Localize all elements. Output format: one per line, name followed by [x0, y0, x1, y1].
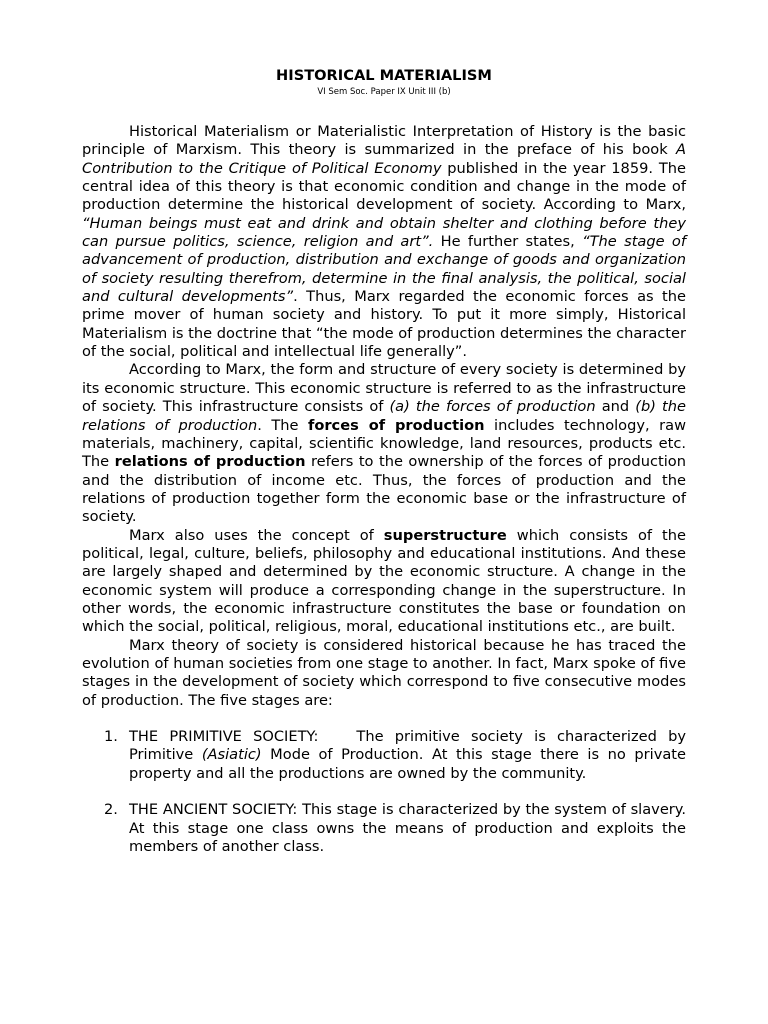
document-subtitle: VI Sem Soc. Paper IX Unit III (b) — [317, 87, 451, 97]
stages-list — [82, 728, 686, 856]
text-run: . Thus, Marx regarded the economic forces as the prime mover of human society and history. To put it more simply, Historical Materialism is the doctrine that “the mode of production determines the character of the social, political and intellectual life generally”. — [82, 288, 687, 361]
italic-term: (Asiatic) — [201, 746, 262, 764]
text-run: includes technology, raw materials, machinery, capital, scientific knowledge, land resources, products etc. The — [82, 416, 686, 471]
italic-term: (a) the forces of production — [389, 398, 596, 416]
list-item — [82, 728, 686, 783]
text-run: Marx also uses the concept of — [129, 526, 384, 544]
quote-marx-1: “Human beings must eat and drink and obtain shelter and clothing before they can pursue politics, science, religion and art”. — [82, 214, 686, 251]
text-run: Historical Materialism or Materialistic Interpretation of History is the basic principle of Marxism. This theory is summarized in the preface of his book — [82, 123, 686, 159]
text-run: published in the year 1859. The central idea of this theory is that economic condition and change in the mode of production determine the historical development of society. According to Marx, — [82, 159, 686, 214]
text-run: which consists of the political, legal, culture, beliefs, philosophy and educational institutions. And these are largely shaped and determined by the economic structure. A change in the economic system will produce a corresponding change in the superstructure. In other words, the economic infrastructure constitutes the base or foundation on which the social, political, religious, moral, educational institutions etc., are built. — [82, 526, 686, 636]
paragraph-intro — [82, 123, 686, 361]
text-run: This stage is characterized by the system of slavery. At this stage one class owns the means of production and exploits the members of another class. — [129, 801, 686, 856]
bold-term: relations of production — [114, 453, 306, 471]
text-run: and — [595, 398, 636, 416]
list-heading: THE PRIMITIVE SOCIETY: — [129, 728, 319, 745]
text-run: Mode of Production. At this stage there is no private property and all the productions are owned by the community. — [129, 746, 686, 782]
bold-term: superstructure — [383, 526, 507, 544]
text-run: The primitive society is characterized by Primitive — [129, 728, 686, 764]
list-number: 2. — [104, 801, 118, 819]
list-item — [82, 801, 686, 856]
document-title: HISTORICAL MATERIALISM — [276, 67, 492, 84]
document-page — [82, 66, 686, 875]
text-run: According to Marx, the form and structure of every society is determined by its economic structure. This economic structure is referred to as the infrastructure of society. This infrastructure consists of — [82, 361, 686, 416]
text-run: refers to the ownership of the forces of production and the distribution of income etc. Thus, the forces of production and the relations of production together form the economic base or the infrastructure of society. — [82, 453, 686, 526]
paragraph-infrastructure — [82, 361, 686, 526]
italic-term: (b) the relations of production — [82, 398, 686, 434]
text-run: . The — [257, 416, 308, 434]
bold-term: forces of production — [307, 416, 485, 434]
paragraph-superstructure — [82, 527, 686, 637]
list-heading: THE ANCIENT SOCIETY: — [129, 801, 298, 819]
quote-marx-2: “The stage of advancement of production, distribution and exchange of goods and organization of society resulting therefrom, determine in the final analysis, the political, social and cultural developments” — [82, 233, 686, 306]
paragraph-stages-intro: Marx theory of society is considered historical because he has traced the evolution of human societies from one stage to another. In fact, Marx spoke of five stages in the development of society which correspond to five consecutive modes of production. The five stages are: — [82, 636, 686, 709]
list-number: 1. — [104, 728, 118, 745]
text-run: He further states, — [433, 233, 583, 251]
book-title: A Contribution to the Critique of Political Economy — [82, 141, 686, 177]
